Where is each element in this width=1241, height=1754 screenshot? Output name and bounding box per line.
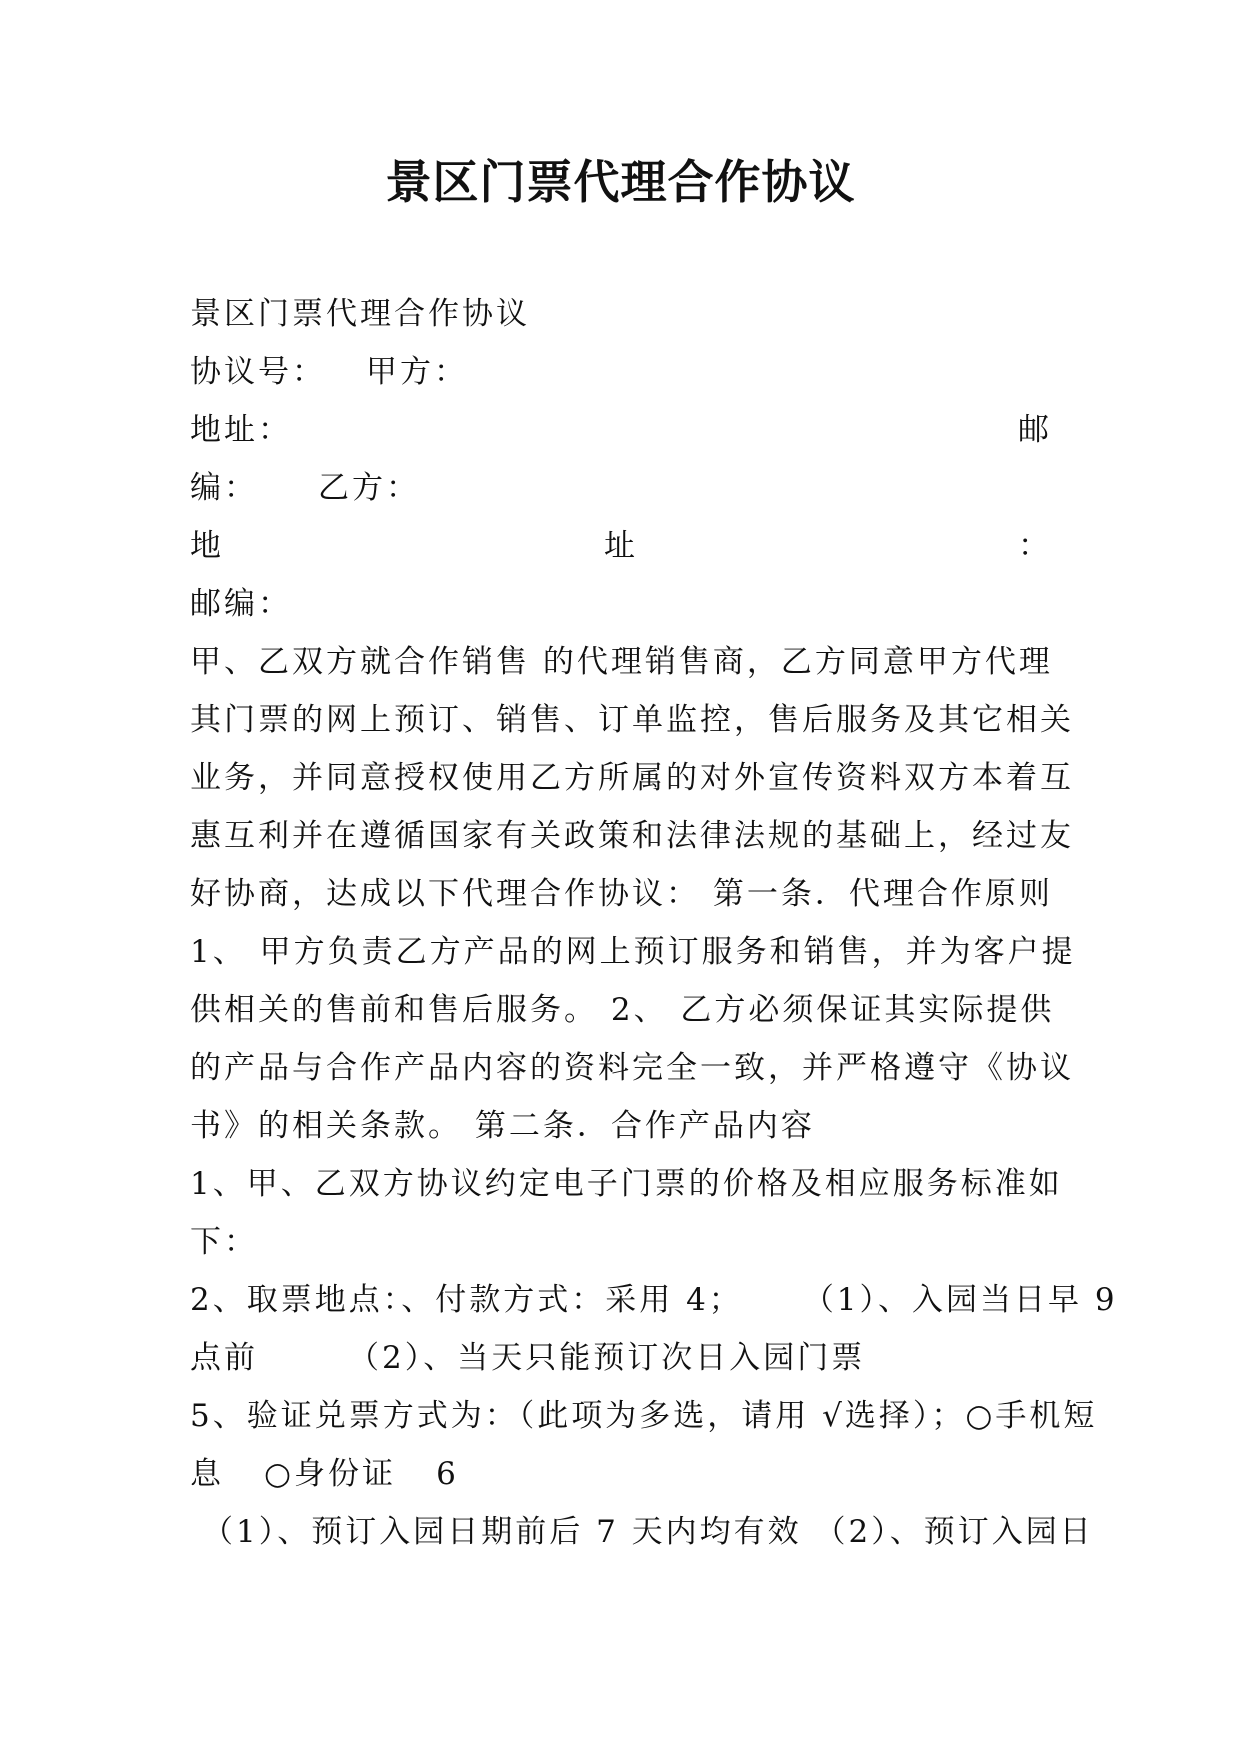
body-line: 下：	[190, 1224, 258, 1260]
body-line: 供相关的售前和售后服务。 2、 乙方必须保证其实际提供	[190, 992, 1055, 1028]
party-a-label: 甲方：	[366, 354, 468, 390]
agreement-number-label: 协议号：	[190, 354, 326, 390]
body-line	[190, 343, 1052, 401]
body-segment: （2）、当天只能预订次日入园门票	[348, 1340, 866, 1376]
body-segment: 息	[190, 1456, 224, 1492]
postcode-label-part: 编：	[190, 470, 258, 506]
body-line	[190, 1445, 1052, 1503]
body-line: 1、 甲方负责乙方产品的网上预订服务和销售，并为客户提	[190, 934, 1076, 970]
body-line	[190, 517, 1052, 575]
body-line: 景区门票代理合作协议	[190, 296, 530, 332]
body-line: 业务，并同意授权使用乙方所属的对外宣传资料双方本着互	[190, 760, 1074, 796]
body-line	[190, 1271, 1118, 1329]
body-line: （1）、预订入园日期前后 7 天内均有效 （2）、预订入园日	[202, 1514, 1094, 1550]
document-title: 景区门票代理合作协议	[385, 155, 856, 209]
body-segment: （1）、入园当日早 9	[802, 1282, 1118, 1318]
body-line: 的产品与合作产品内容的资料完全一致，并严格遵守《协议	[190, 1050, 1074, 1086]
document-body	[190, 285, 1118, 1561]
body-line: 好协商，达成以下代理合作协议： 第一条．代理合作原则	[190, 876, 1053, 912]
body-line: 其门票的网上预订、销售、订单监控，售后服务及其它相关	[190, 702, 1074, 738]
party-b-label: 乙方：	[318, 470, 420, 506]
address-colon: ：	[1018, 528, 1052, 564]
address-char: 地	[190, 528, 224, 564]
body-segment: ○身份证	[264, 1456, 397, 1492]
address-label: 地址：	[190, 412, 292, 448]
body-segment: 点前	[190, 1340, 258, 1376]
body-line	[190, 459, 1052, 517]
body-line	[190, 1329, 1052, 1387]
body-line: 5、验证兑票方式为：（此项为多选，请用 √选择）；○手机短	[190, 1398, 1098, 1434]
body-line: 惠互利并在遵循国家有关政策和法律法规的基础上，经过友	[190, 818, 1074, 854]
body-line: 邮编：	[190, 586, 292, 622]
body-line: 书》的相关条款。 第二条．合作产品内容	[190, 1108, 815, 1144]
postcode-label-part: 邮	[1018, 412, 1052, 448]
body-line: 甲、乙双方就合作销售 的代理销售商，乙方同意甲方代理	[190, 644, 1053, 680]
address-char: 址	[604, 528, 638, 564]
body-line	[190, 401, 1052, 459]
body-line: 1、甲、乙双方协议约定电子门票的价格及相应服务标准如	[190, 1166, 1063, 1202]
body-segment: 2、取票地点：、付款方式：采用 4；	[190, 1282, 743, 1318]
body-segment: 6	[436, 1456, 459, 1492]
